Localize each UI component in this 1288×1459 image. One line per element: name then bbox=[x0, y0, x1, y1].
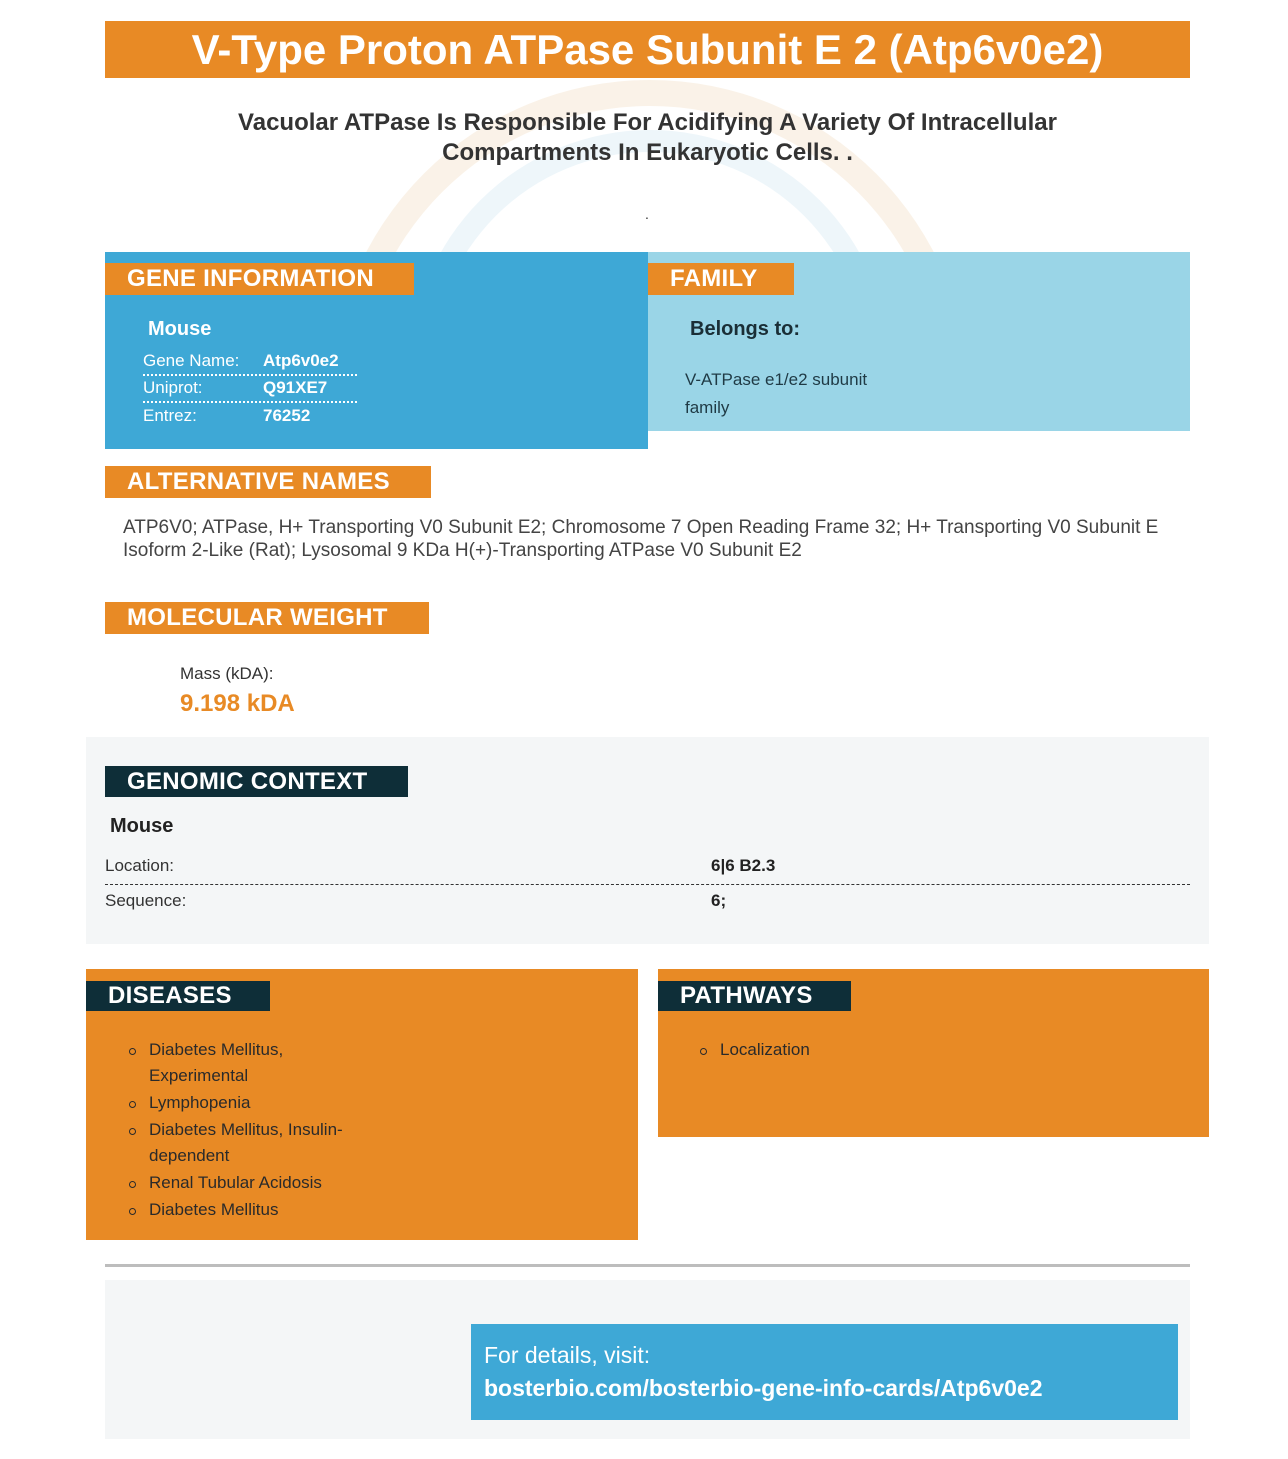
uniprot-row bbox=[143, 374, 357, 401]
sequence-label: Sequence: bbox=[105, 891, 187, 910]
page-subtitle: Vacuolar ATPase Is Responsible For Acidifying A Variety Of Intracellular Compartments In Eukaryotic Cells. . bbox=[238, 109, 1057, 166]
diseases-list bbox=[123, 1037, 383, 1224]
mass-label: Mass (kDA): bbox=[180, 664, 274, 683]
location-label: Location: bbox=[105, 856, 174, 875]
list-item: Diabetes Mellitus bbox=[123, 1197, 383, 1223]
entrez-label: Entrez: bbox=[143, 406, 197, 425]
family-heading: FAMILY bbox=[648, 263, 794, 295]
page-title: V-Type Proton ATPase Subunit E 2 (Atp6v0e2) bbox=[105, 21, 1190, 78]
list-item: Lymphopenia bbox=[123, 1090, 383, 1116]
list-item: Diabetes Mellitus, Experimental bbox=[123, 1037, 383, 1089]
divider bbox=[105, 884, 1190, 885]
genomic-context-heading: GENOMIC CONTEXT bbox=[105, 766, 408, 797]
molecular-weight-heading: MOLECULAR WEIGHT bbox=[105, 602, 429, 634]
list-item: Renal Tubular Acidosis bbox=[123, 1170, 383, 1196]
genomic-context-species: Mouse bbox=[110, 815, 174, 837]
location-value: 6|6 B2.3 bbox=[711, 856, 776, 875]
diseases-heading: DISEASES bbox=[86, 981, 270, 1011]
uniprot-value: Q91XE7 bbox=[263, 378, 328, 397]
entrez-row bbox=[143, 402, 357, 429]
entrez-value: 76252 bbox=[263, 406, 311, 425]
gene-information-heading: GENE INFORMATION bbox=[105, 263, 414, 295]
pathways-heading: PATHWAYS bbox=[658, 981, 851, 1011]
uniprot-label: Uniprot: bbox=[143, 378, 203, 397]
family-text: V-ATPase e1/e2 subunit family bbox=[685, 370, 868, 417]
pathways-list bbox=[694, 1037, 994, 1064]
details-label: For details, visit: bbox=[484, 1342, 651, 1368]
list-item: Localization bbox=[694, 1037, 994, 1063]
diseases-panel bbox=[86, 969, 638, 1240]
alternative-names-text: ATP6V0; ATPase, H+ Transporting V0 Subunit E2; Chromosome 7 Open Reading Frame 32; H+ Transporting V0 Subunit E Isoform 2-Like (Rat); Lysosomal 9 KDa H(+)-Transporting ATPase V0 Subunit E2 bbox=[123, 517, 1159, 561]
gene-name-row bbox=[143, 347, 357, 374]
pathways-panel bbox=[658, 969, 1209, 1137]
divider bbox=[105, 1264, 1190, 1267]
details-box[interactable] bbox=[471, 1324, 1178, 1420]
sequence-row bbox=[105, 886, 1190, 916]
subtitle-dot: . bbox=[645, 206, 649, 222]
sequence-value: 6; bbox=[711, 891, 727, 910]
list-item: Diabetes Mellitus, Insulin-dependent bbox=[123, 1117, 383, 1169]
location-row bbox=[105, 851, 1190, 881]
gene-name-value: Atp6v0e2 bbox=[263, 351, 339, 370]
alternative-names-heading: ALTERNATIVE NAMES bbox=[105, 466, 431, 498]
gene-information-species: Mouse bbox=[148, 318, 212, 340]
gene-name-label: Gene Name: bbox=[143, 351, 240, 370]
family-belongs-label: Belongs to: bbox=[690, 318, 800, 340]
details-link[interactable]: bosterbio.com/bosterbio-gene-info-cards/Atp6v0e2 bbox=[484, 1375, 1043, 1401]
mass-value: 9.198 kDA bbox=[180, 690, 295, 717]
